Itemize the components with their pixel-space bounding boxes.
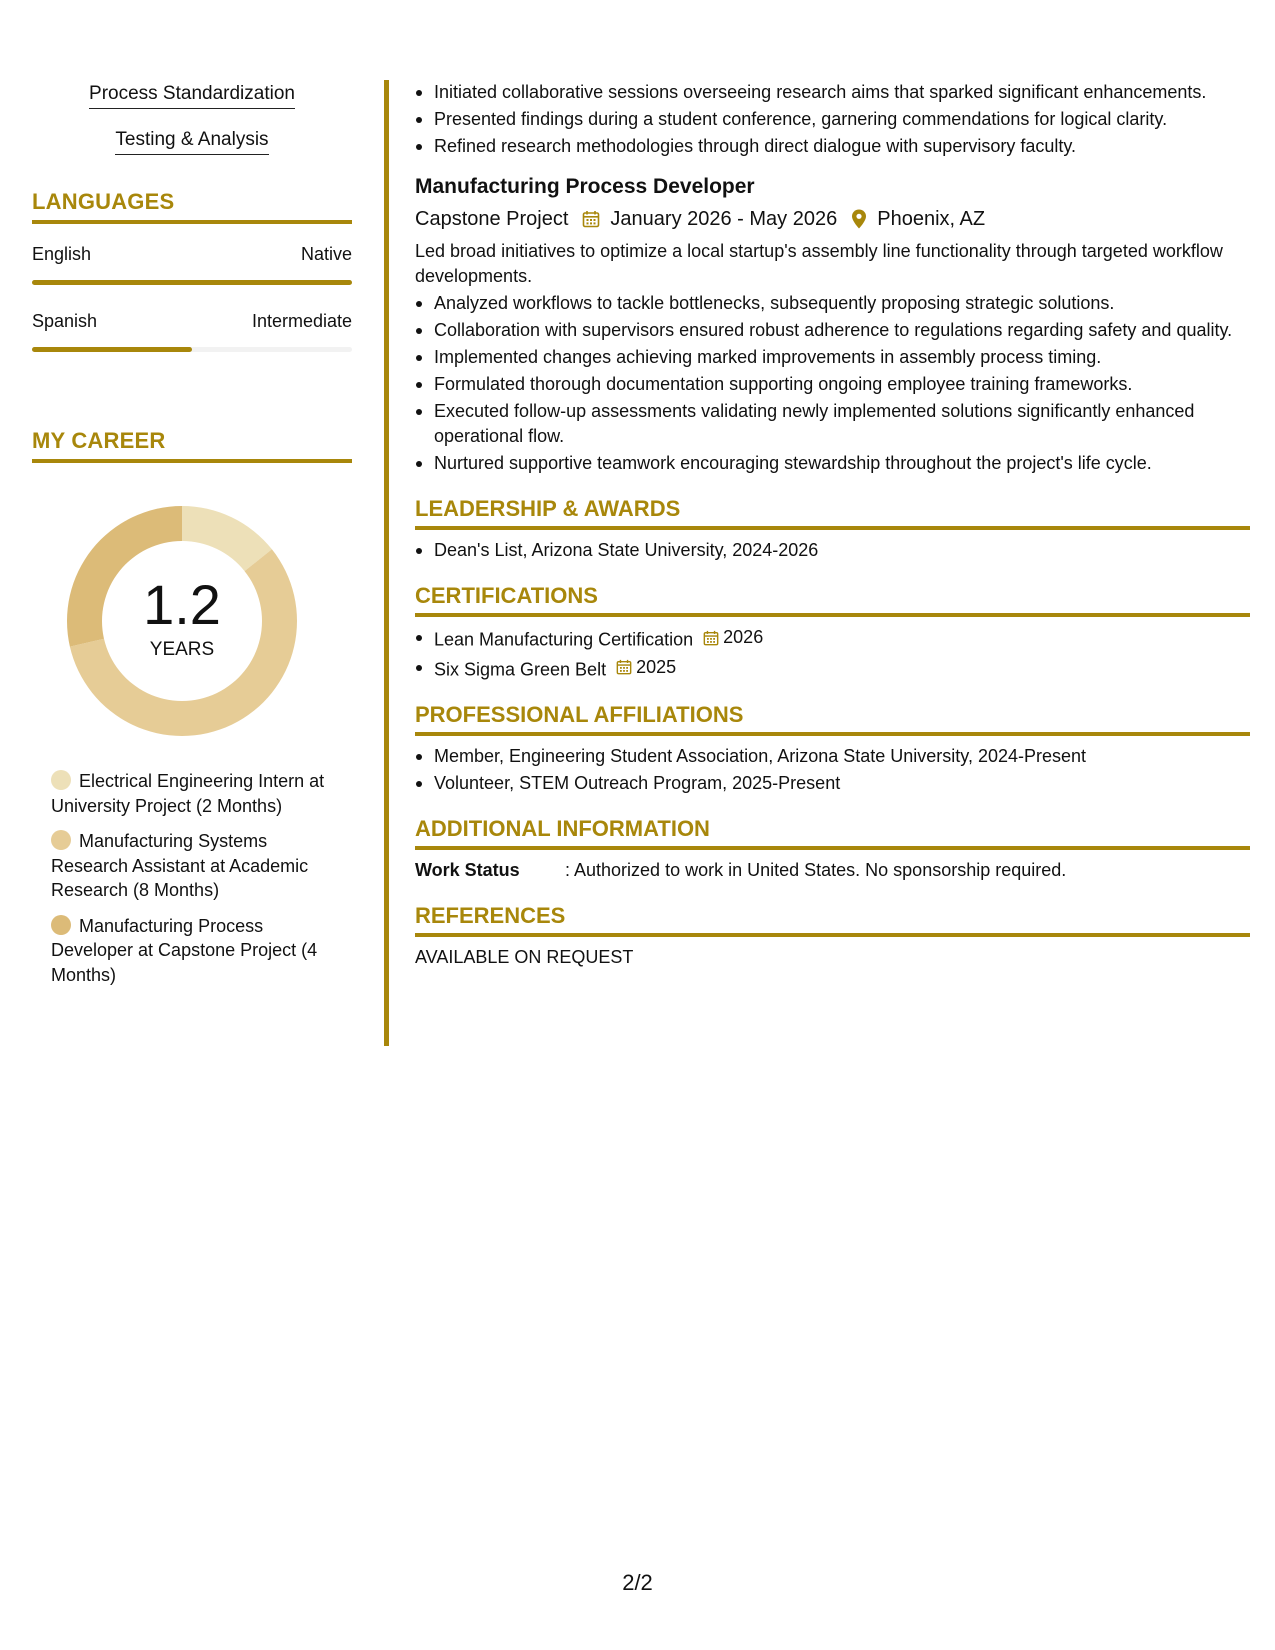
job-title: Manufacturing Process Developer <box>415 175 755 198</box>
certification-name: Six Sigma Green Belt <box>434 659 607 679</box>
certifications-heading: CERTIFICATIONS <box>415 583 1250 617</box>
legend-dot <box>51 830 71 850</box>
career-heading: MY CAREER <box>32 428 352 463</box>
awards-list <box>415 538 1250 563</box>
language-level: Intermediate <box>251 311 352 331</box>
job-description: Led broad initiatives to optimize a local startup's assembly line functionality through targeted workflow developments. <box>415 241 1223 286</box>
legend-dot <box>51 770 71 790</box>
list-item: Nurtured supportive teamwork encouraging stewardship throughout the project's life cycle. <box>415 451 1250 476</box>
calendar-icon <box>582 210 600 228</box>
list-item: Initiated collaborative sessions overseeing research aims that sparked significant enhancements. <box>415 80 1250 105</box>
calendar-icon <box>703 630 719 646</box>
right-column <box>415 80 1250 970</box>
column-divider <box>384 80 389 1046</box>
job-dates: January 2026 - May 2026 <box>610 208 838 230</box>
languages-heading: LANGUAGES <box>32 189 352 224</box>
career-donut-chart <box>66 505 298 737</box>
legend-dot <box>51 915 71 935</box>
list-item: Volunteer, STEM Outreach Program, 2025-Present <box>415 771 1250 796</box>
language-bar <box>32 280 352 285</box>
location-pin-icon <box>851 209 867 229</box>
language-bar <box>32 347 352 352</box>
language-english <box>32 244 352 285</box>
language-bar-fill <box>32 280 352 285</box>
work-status-value: : Authorized to work in United States. No sponsorship required. <box>565 860 1067 880</box>
legend-item: Manufacturing Systems Research Assistant at Academic Research (8 Months) <box>51 831 309 900</box>
list-item: Dean's List, Arizona State University, 2024-2026 <box>415 538 1250 563</box>
affiliations-heading: PROFESSIONAL AFFILIATIONS <box>415 702 1250 736</box>
previous-job-bullets <box>415 80 1250 159</box>
language-bar-fill <box>32 347 192 352</box>
calendar-icon <box>616 659 632 675</box>
list-item: Executed follow-up assessments validating newly implemented solutions significantly enhanced operational flow. <box>415 399 1250 449</box>
awards-heading: LEADERSHIP & AWARDS <box>415 496 1250 530</box>
language-name: English <box>32 244 92 264</box>
list-item: Presented findings during a student conference, garnering commendations for logical clarity. <box>415 107 1250 132</box>
career-total-unit: YEARS <box>149 639 215 660</box>
list-item: Implemented changes achieving marked improvements in assembly process timing. <box>415 345 1250 370</box>
job-company: Capstone Project <box>415 208 569 230</box>
job-meta <box>415 205 1250 233</box>
list-item <box>415 625 1250 653</box>
skill-item: Testing & Analysis <box>32 128 352 155</box>
certifications-list <box>415 625 1250 682</box>
list-item: Collaboration with supervisors ensured robust adherence to regulations regarding safety and quality. <box>415 318 1250 343</box>
references-text: AVAILABLE ON REQUEST <box>415 947 634 967</box>
job-bullets <box>415 291 1250 476</box>
affiliations-list <box>415 744 1250 796</box>
work-status-label: Work Status <box>415 860 520 880</box>
skill-item: Process Standardization <box>32 82 352 109</box>
list-item: Member, Engineering Student Association, Arizona State University, 2024-Present <box>415 744 1250 769</box>
list-item <box>415 655 1250 683</box>
list-item: Formulated thorough documentation supporting ongoing employee training frameworks. <box>415 372 1250 397</box>
certification-year: 2026 <box>723 627 764 647</box>
career-legend <box>51 769 341 987</box>
language-name: Spanish <box>32 311 98 331</box>
legend-item: Electrical Engineering Intern at University Project (2 Months) <box>51 771 325 816</box>
page-number: 2/2 <box>622 1570 653 1595</box>
career-total-value: 1.2 <box>143 573 221 636</box>
certification-name: Lean Manufacturing Certification <box>434 629 694 650</box>
list-item: Refined research methodologies through direct dialogue with supervisory faculty. <box>415 134 1250 159</box>
list-item: Analyzed workflows to tackle bottlenecks, subsequently proposing strategic solutions. <box>415 291 1250 316</box>
language-level: Native <box>300 244 352 264</box>
legend-item: Manufacturing Process Developer at Capstone Project (4 Months) <box>51 915 318 985</box>
certification-year: 2025 <box>636 656 677 677</box>
left-column <box>32 82 352 998</box>
work-status-row <box>415 858 1250 883</box>
references-heading: REFERENCES <box>415 903 1250 937</box>
additional-info-heading: ADDITIONAL INFORMATION <box>415 816 1250 850</box>
job-location: Phoenix, AZ <box>877 208 986 230</box>
language-spanish <box>32 311 352 352</box>
